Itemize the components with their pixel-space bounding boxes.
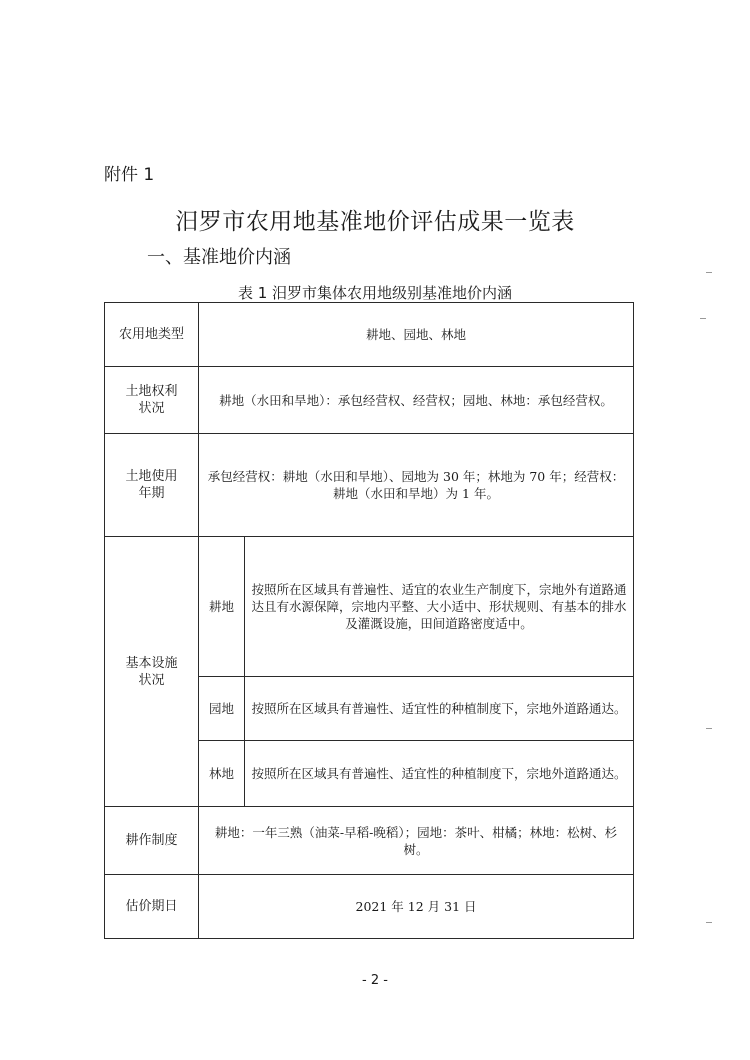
- scan-mark: [706, 272, 712, 273]
- type-value: 耕地、园地、林地: [199, 303, 634, 367]
- type-label: 农用地类型: [105, 303, 199, 367]
- document-title: 汨罗市农用地基准地价评估成果一览表: [175, 209, 575, 235]
- infra-text: 按照所在区域具有普遍性、适宜性的种植制度下，宗地外道路通达。: [245, 741, 634, 807]
- cropping-value: 耕地：一年三熟（油菜-早稻-晚稻）；园地：茶叶、柑橘；林地：松树、杉树。: [199, 807, 634, 875]
- table-caption: 表 1 汨罗市集体农用地级别基准地价内涵: [237, 284, 513, 302]
- land-price-table: [104, 302, 634, 939]
- page-number: - 2 -: [362, 973, 388, 988]
- term-label: 土地使用 年期: [105, 434, 199, 537]
- term-value: 承包经营权：耕地（水田和旱地）、园地为 30 年；林地为 70 年；经营权：耕地（水田和旱地）为 1 年。: [199, 434, 634, 537]
- date-value: 2021 年 12 月 31 日: [199, 875, 634, 939]
- infra-sub-label: 园地: [199, 677, 245, 741]
- date-label: 估价期日: [105, 875, 199, 939]
- infra-text: 按照所在区域具有普遍性、适宜的农业生产制度下，宗地外有道路通达且有水源保障，宗地内平整、大小适中、形状规则、有基本的排水及灌溉设施，田间道路密度适中。: [245, 537, 634, 677]
- rights-label: 土地权利 状况: [105, 367, 199, 434]
- table-row: [105, 434, 634, 537]
- cropping-label: 耕作制度: [105, 807, 199, 875]
- infra-sub-label: 林地: [199, 741, 245, 807]
- scan-mark: [706, 922, 712, 923]
- attachment-label: 附件 1: [104, 165, 155, 185]
- rights-value: 耕地（水田和旱地）：承包经营权、经营权；园地、林地：承包经营权。: [199, 367, 634, 434]
- section-heading: 一、基准地价内涵: [147, 247, 291, 268]
- infra-sub-label: 耕地: [199, 537, 245, 677]
- table-row: [105, 875, 634, 939]
- table-row: [105, 367, 634, 434]
- table-row: [105, 807, 634, 875]
- scan-mark: [706, 728, 712, 729]
- table-row: [105, 537, 634, 677]
- scan-mark: [700, 318, 706, 319]
- infra-label: 基本设施 状况: [105, 537, 199, 807]
- infra-text: 按照所在区域具有普遍性、适宜性的种植制度下，宗地外道路通达。: [245, 677, 634, 741]
- table-row: [105, 303, 634, 367]
